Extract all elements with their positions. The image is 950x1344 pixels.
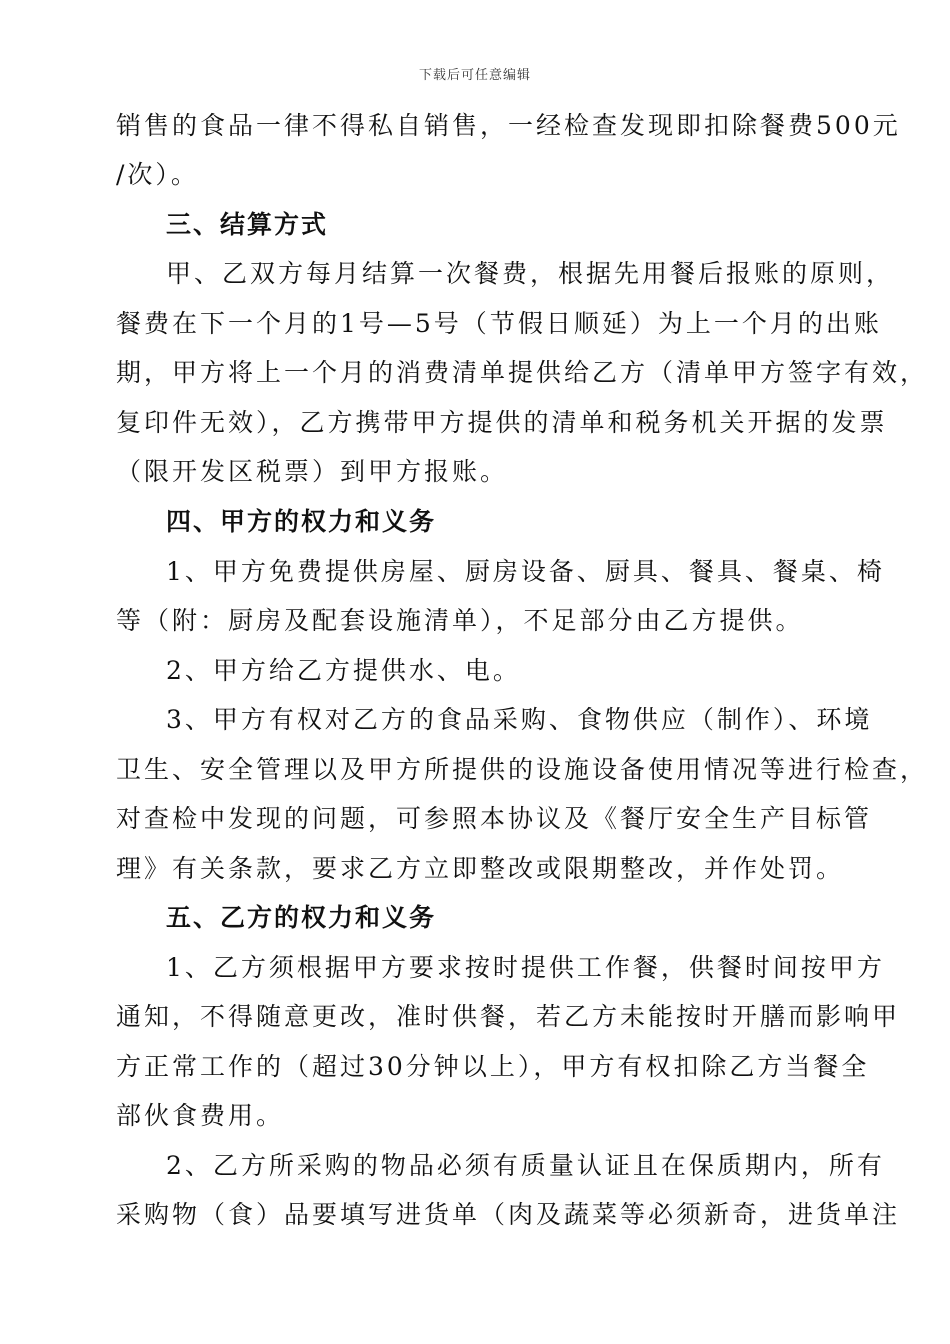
header-watermark: 下载后可任意编辑 <box>418 68 531 83</box>
body-line: 卫生、安全管理以及甲方所提供的设施设备使用情况等进行检查， <box>116 755 929 784</box>
body-line: 销售的食品一律不得私自销售，一经检查发现即扣除餐费500元 <box>116 111 901 140</box>
body-line: 对查检中发现的问题，可参照本协议及《餐厅安全生产目标管 <box>116 804 873 833</box>
section-heading-party-b: 五、乙方的权力和义务 <box>166 903 437 932</box>
body-line: 采购物（食）品要填写进货单（肉及蔬菜等必须新奇，进货单注 <box>116 1200 901 1229</box>
body-line: 餐费在下一个月的1号—5号（节假日顺延）为上一个月的出账 <box>116 309 882 338</box>
body-line: 2、乙方所采购的物品必须有质量认证且在保质期内，所有 <box>166 1151 885 1180</box>
body-line: 3、甲方有权对乙方的食品采购、食物供应（制作）、环境 <box>166 705 873 734</box>
body-line: 等（附：厨房及配套设施清单），不足部分由乙方提供。 <box>116 606 804 635</box>
body-line: 部伙食费用。 <box>116 1101 285 1130</box>
body-line: /次）。 <box>116 160 199 189</box>
body-line: 甲、乙双方每月结算一次餐费，根据先用餐后报账的原则， <box>166 259 895 288</box>
body-line: 理》有关条款，要求乙方立即整改或限期整改，并作处罚。 <box>116 854 845 883</box>
section-heading-settlement: 三、结算方式 <box>166 210 329 239</box>
body-line: 1、甲方免费提供房屋、厨房设备、厨具、餐具、餐桌、椅 <box>166 557 885 586</box>
body-line: 通知，不得随意更改，准时供餐，若乙方未能按时开膳而影响甲 <box>116 1002 901 1031</box>
body-line: 2、甲方给乙方提供水、电。 <box>166 656 521 685</box>
body-line: （限开发区税票）到甲方报账。 <box>116 457 509 486</box>
body-line: 方正常工作的（超过30分钟以上），甲方有权扣除乙方当餐全 <box>116 1052 870 1081</box>
body-line: 1、乙方须根据甲方要求按时提供工作餐，供餐时间按甲方 <box>166 953 885 982</box>
body-line: 期，甲方将上一个月的消费清单提供给乙方（清单甲方签字有效， <box>116 358 929 387</box>
body-line: 复印件无效），乙方携带甲方提供的清单和税务机关开据的发票 <box>116 408 888 437</box>
section-heading-party-a: 四、甲方的权力和义务 <box>166 507 437 536</box>
